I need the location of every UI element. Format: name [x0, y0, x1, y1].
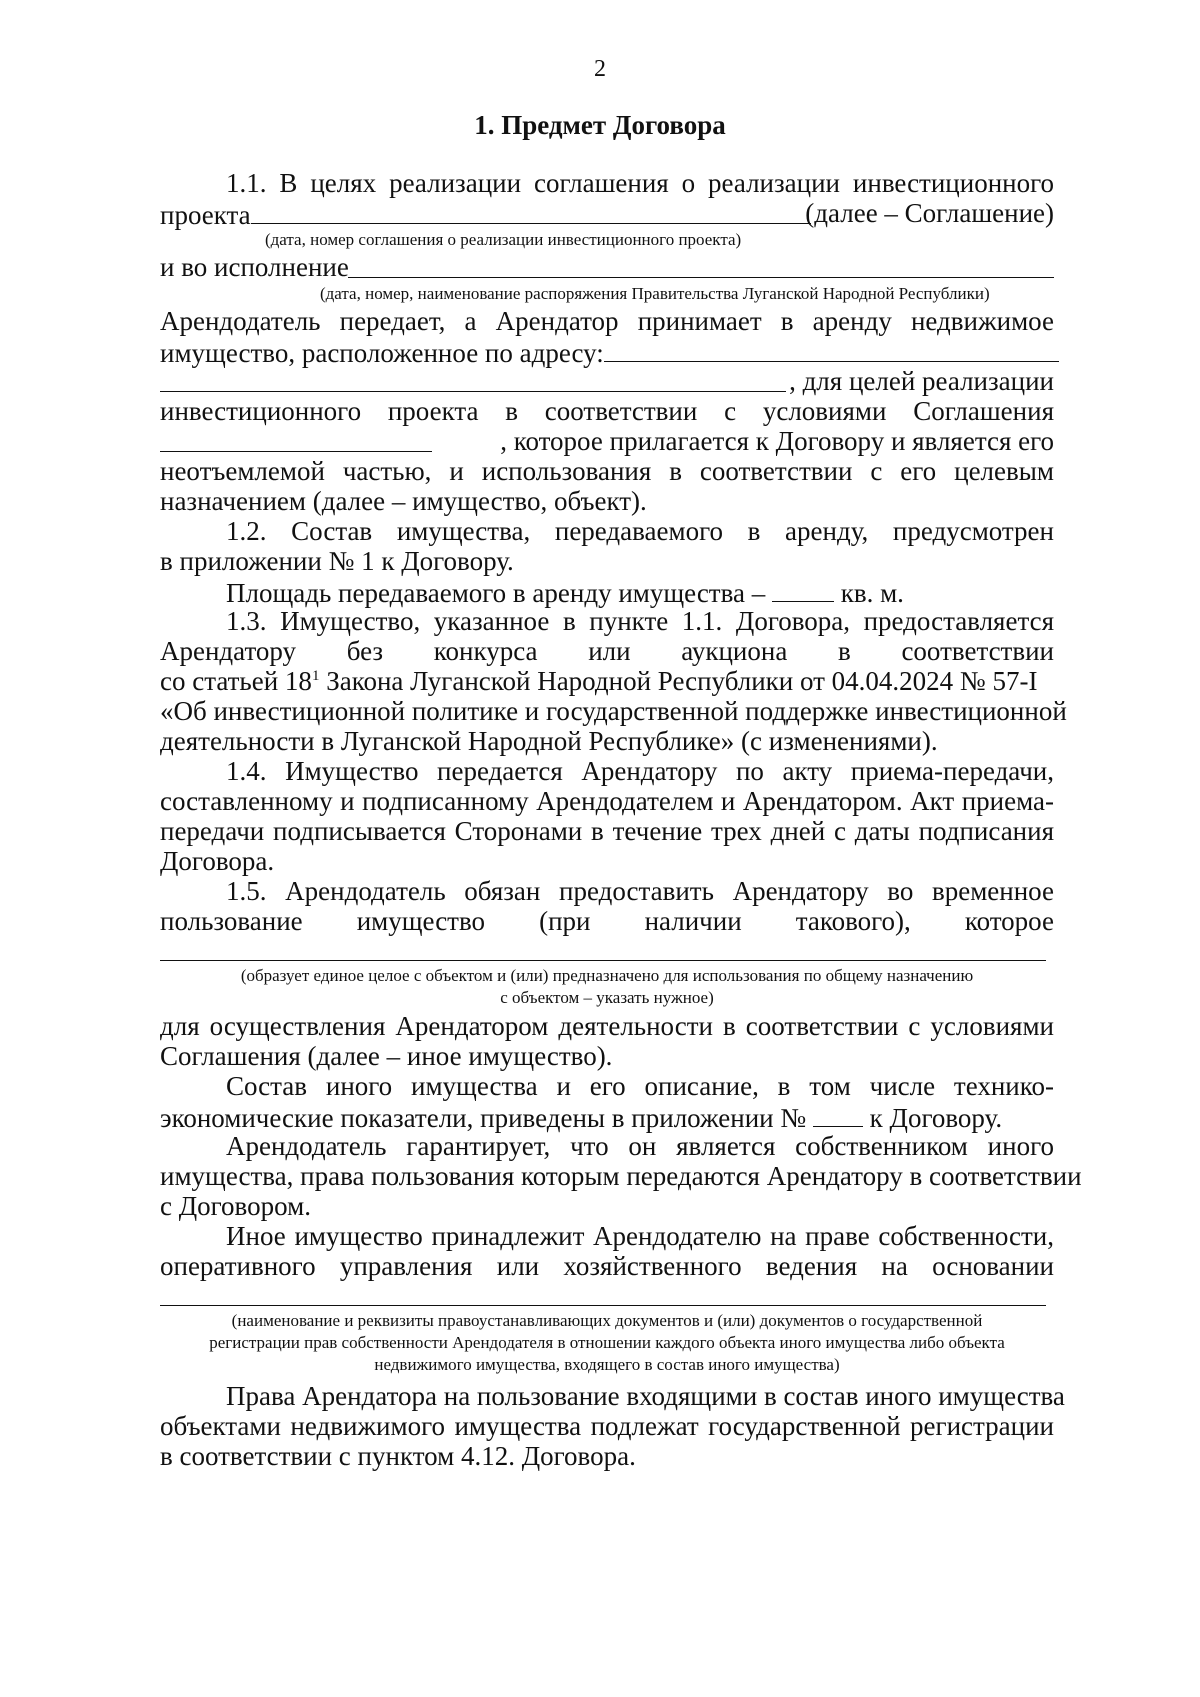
- clause-1-1-line-4: Арендодатель передает, а Арендатор принимает в аренду недвижимое: [160, 306, 1054, 336]
- agreement-blank-2[interactable]: [160, 425, 432, 452]
- area-blank[interactable]: [772, 575, 834, 602]
- article-superscript: 1: [311, 668, 320, 684]
- other-property-caption-2: с объектом – указать нужное): [500, 988, 714, 1007]
- clause-1-1-line-6: [160, 365, 1054, 399]
- execution-label: и во исполнение: [160, 252, 349, 282]
- clause-1-3-line-4: «Об инвестиционной политике и государственной поддержке инвестиционной: [160, 696, 1067, 726]
- clause-1-2-line-2: в приложении № 1 к Договору.: [160, 546, 514, 576]
- project-label: проекта: [160, 200, 251, 230]
- guarantee-line-3: с Договором.: [160, 1191, 311, 1221]
- registration-line-1: Права Арендатора на пользование входящими в состав иного имущества: [226, 1381, 1065, 1411]
- clause-1-3-line-5: деятельности в Луганской Народной Республике» (с изменениями).: [160, 726, 938, 756]
- clause-1-5-line-4: Соглашения (далее – иное имущество).: [160, 1041, 613, 1071]
- clause-1-5-line-2: пользование имущество (при наличии такового), которое: [160, 906, 1054, 936]
- clause-1-2-line-1: 1.2. Состав имущества, передаваемого в аренду, предусмотрен: [226, 516, 1054, 546]
- purpose-text: , для целей реализации: [789, 366, 1054, 396]
- clause-1-3-line-2: Арендатору без конкурса или аукциона в соответствии: [160, 636, 1054, 666]
- composition-line-2: [160, 1100, 1054, 1134]
- appendix-label: экономические показатели, приведены в приложении №: [160, 1103, 807, 1133]
- appendix-suffix: к Договору.: [869, 1103, 1003, 1133]
- clause-1-4-line-3: передачи подписывается Сторонами в течение трех дней с даты подписания: [160, 816, 1054, 846]
- agreement-caption: (дата, номер соглашения о реализации инвестиционного проекта): [265, 230, 742, 249]
- ownership-line-1: Иное имущество принадлежит Арендодателю на праве собственности,: [226, 1221, 1054, 1251]
- documents-caption-3: недвижимого имущества, входящего в состав иного имущества): [374, 1355, 840, 1374]
- guarantee-line-2: имущества, права пользования которым передаются Арендатору в соответствии: [160, 1161, 1082, 1191]
- other-property-blank[interactable]: [160, 960, 1046, 961]
- clause-1-4-line-4: Договора.: [160, 846, 275, 876]
- documents-caption-2: регистрации прав собственности Арендодателя в отношении каждого объекта иного имущества либо объекта: [209, 1333, 1005, 1352]
- clause-1-1-line-7: инвестиционного проекта в соответствии с условиями Соглашения: [160, 396, 1054, 426]
- page-number: 2: [594, 56, 606, 82]
- title-documents-blank[interactable]: [160, 1305, 1046, 1306]
- clause-1-5-line-3: для осуществления Арендатором деятельности в соответствии с условиями: [160, 1011, 1054, 1041]
- composition-line-1: Состав иного имущества и его описание, в том числе технико-: [226, 1071, 1054, 1101]
- area-line: [160, 575, 1054, 609]
- clause-1-1-line-2: [160, 197, 1054, 231]
- clause-1-3-line-3: [160, 665, 1054, 697]
- other-property-caption-1: (образует единое целое с объектом и (или) предназначено для использования по общему назначению: [240, 966, 974, 985]
- registration-line-2: объектами недвижимого имущества подлежат государственной регистрации: [160, 1411, 1054, 1441]
- law-ref: Закона Луганской Народной Республики от 04.04.2024 № 57-I: [319, 666, 1038, 696]
- agreement-blank[interactable]: [251, 197, 811, 224]
- article-ref: со статьей 18: [160, 666, 312, 696]
- address-blank-2[interactable]: [160, 365, 786, 392]
- registration-line-3: в соответствии с пунктом 4.12. Договора.: [160, 1441, 636, 1471]
- address-blank[interactable]: [604, 335, 1059, 362]
- clause-1-1-line-5: [160, 335, 1054, 369]
- clause-1-3-line-1: 1.3. Имущество, указанное в пункте 1.1. Договора, предоставляется: [226, 606, 1054, 636]
- attachment-text: , которое прилагается к Договору и является его: [500, 426, 1054, 456]
- ownership-line-2: оперативного управления или хозяйственного ведения на основании: [160, 1251, 1054, 1281]
- order-caption: (дата, номер, наименование распоряжения Правительства Луганской Народной Республики): [320, 284, 990, 303]
- guarantee-line-1: Арендодатель гарантирует, что он является собственником иного: [226, 1131, 1054, 1161]
- clause-1-5-line-1: 1.5. Арендодатель обязан предоставить Арендатору во временное: [226, 876, 1054, 906]
- clause-1-4-line-1: 1.4. Имущество передается Арендатору по акту приема-передачи,: [226, 756, 1054, 786]
- clause-1-4-line-2: составленному и подписанному Арендодателем и Арендатором. Акт приема-: [160, 786, 1054, 816]
- clause-1-1-line-3: [160, 251, 1054, 283]
- order-blank[interactable]: [348, 251, 1054, 278]
- address-label: имущество, расположенное по адресу:: [160, 338, 604, 368]
- clause-1-1-line-8: [160, 425, 1054, 459]
- section-title: 1. Предмет Договора: [474, 110, 726, 140]
- area-label: Площадь передаваемого в аренду имущества –: [226, 578, 766, 608]
- clause-1-1-line-9: неотъемлемой частью, и использования в соответствии с его целевым: [160, 456, 1054, 486]
- area-unit: кв. м.: [840, 578, 904, 608]
- clause-1-1-line-10: назначением (далее – имущество, объект).: [160, 486, 647, 516]
- clause-1-1-line-1: 1.1. В целях реализации соглашения о реализации инвестиционного: [226, 168, 1054, 198]
- documents-caption-1: (наименование и реквизиты правоустанавливающих документов и (или) документов о государственной: [231, 1311, 983, 1330]
- appendix-number-blank[interactable]: [813, 1100, 863, 1127]
- agreement-ref: (далее – Соглашение): [805, 198, 1054, 228]
